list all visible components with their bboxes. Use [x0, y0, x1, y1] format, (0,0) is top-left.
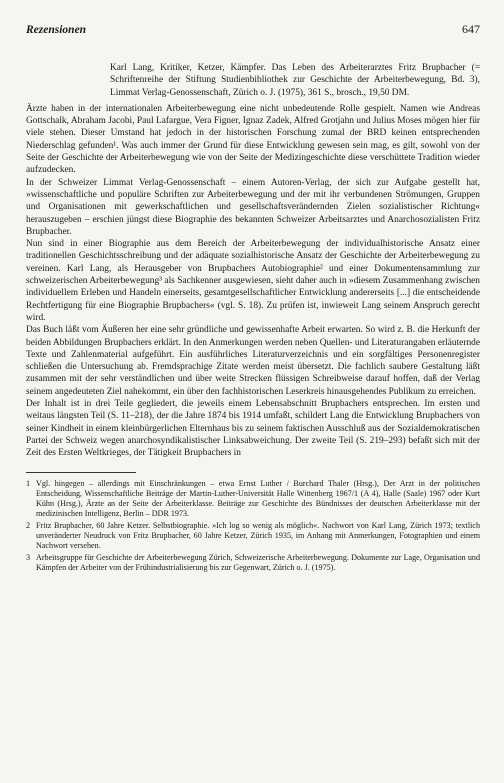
paragraph: Das Buch läßt vom Äußeren her eine sehr gründliche und gewissenhafte Arbeit erwarten. So wird z. B. die Herkunft der beiden Abbildungen Brupbachers erklärt. In den Anmerkungen werden neben Quellen- und Literaturangaben erläuternde Texte und Zahlenmaterial aufgeführt. Ein ausführliches Literaturverzeichnis und ein sorgfältiges Personenregister schließen die Untersuchung ab. Fremdsprachige Zitate werden meist übersetzt. Die fachlich saubere Gestaltung läßt zusammen mit der sehr verständlichen und über weite Strecken flüssigen Schreibweise darauf hoffen, daß der Verlag seinem angedeuteten Ziel nahekommt, ein über den fachhistorischen Leserkreis hinausgehendes Publikum zu erreichen. [26, 325, 480, 397]
footnotes [26, 479, 480, 574]
review-body [26, 103, 480, 460]
reviewed-book-reference: Karl Lang, Kritiker, Ketzer, Kämpfer. Das Leben des Arbeiterarztes Fritz Brupbacher (= Schriftenreihe der Stiftung Studienbibliothek zur Geschichte der Arbeiterbewegung, Bd. 3), Limmat Verlag-Genossenschaft, Zürich o. J. (1975), 361 S., brosch., 19,50 DM. [110, 63, 480, 98]
footnote-text: Arbeitsgruppe für Geschichte der Arbeiterbewegung Zürich, Schweizerische Arbeiterbewegung. Dokumente zur Lage, Organisation und Kämpfen der Arbeiter von der Frühindustrialisierung bis zur Gegenwart, Zürich o. J. (1975). [36, 552, 480, 572]
footnote-number: 1 [26, 478, 31, 488]
footnote [26, 479, 480, 520]
footnote [26, 521, 480, 552]
running-head: Rezensionen [26, 24, 87, 36]
paragraph: Nun sind in einer Biographie aus dem Bereich der Arbeiterbewegung der individualhistorische Ansatz einer traditionellen Geschichtsschreibung und der adäquate sozialhistorische Ansatz der Geschichte der Arbeiterbewegung zu vereinen. Karl Lang, als Herausgeber von Brupbachers Autobiographie² und einer Dokumentensammlung zur schweizerischen Arbeiterbewegung³ als Sachkenner ausgewiesen, sieht daher auch in »diesem Zusammenhang zwischen individuellem Erleben und Handeln einerseits, gesamtgesellschaftlicher Entwicklung andererseits [...] die entscheidende Rechtfertigung für eine Biographie Brupbachers« (vgl. S. 18). Zu prüfen ist, inwieweit Lang seinem Anspruch gerecht wird. [26, 239, 480, 323]
paragraph: Der Inhalt ist in drei Teile gegliedert, die jeweils einem Lebensabschnitt Brupbachers entsprechen. Im ersten und weitaus längsten Teil (S. 11–218), der die Jahre 1874 bis 1914 umfaßt, schildert Lang die Entwicklung Brupbachers von seiner Kindheit in einem kleinbürgerlichen Elternhaus bis zu seinem faktischen Ausschluß aus der Sozialdemokratischen Partei der Schweiz wegen anarchosyndikalistischer Linksabweichung. Der zweite Teil (S. 219–293) befaßt sich mit der Zeit des Ersten Weltkrieges, der Tätigkeit Brupbachers in [26, 399, 480, 459]
footnote [26, 553, 480, 574]
page-number: 647 [462, 22, 480, 36]
page-header [26, 22, 480, 42]
footnote-number: 2 [26, 520, 31, 530]
footnote-text: Vgl. hingegen – allerdings mit Einschränkungen – etwa Ernst Luther / Burchard Thaler (Hrsg.), Der Arzt in der politischen Entscheidung, Wissenschaftliche Beiträge der Martin-Luther-Universität Halle Wittenberg 1967/1 (A 4), Halle (Saale) 1967 oder Kurt Kühn (Hrsg.), Ärzte an der Seite der Arbeiterklasse. Beiträge zur Geschichte des Bündnisses der deutschen Arbeiterklasse mit der medizinischen Intelligenz, Berlin – DDR 1973. [36, 478, 480, 519]
paragraph: In der Schweizer Limmat Verlag-Genossenschaft – einem Autoren-Verlag, der sich zur Aufgabe gestellt hat, »wissenschaftliche und populäre Schriften zur Arbeiterbewegung und der mit ihr verbundenen Strömungen, Gruppen und Organisationen mit gewerkschaftlichen und gesellschaftsverändernden Zielen sozialistischer Richtung« herauszugeben – erschien jüngst diese Biographie des bekannten Schweizer Arbeitsarztes und Anarchosozialisten Fritz Brupbacher. [26, 177, 480, 237]
footnote-number: 3 [26, 552, 31, 562]
paragraph: Ärzte haben in der internationalen Arbeiterbewegung eine nicht unbedeutende Rolle gespielt. Namen wie Andreas Gottschalk, Abraham Jacobi, Paul Lafargue, Vera Figner, Ignaz Zadek, Alfred Grotjahn und Julius Moses mögen hier für viele stehen. Dieser Umstand hat jedoch in der historischen Forschung zumal der BRD keinen entsprechenden Niederschlag gefunden¹. Was auch immer der Grund für diese Entwicklung gewesen sein mag, es gilt, sowohl von der Seite der Geschichte der Arbeiterbewegung wie von der Seite der Medizingeschichte diese verschüttete Tradition wieder aufzudecken. [26, 103, 480, 176]
footnote-text: Fritz Brupbacher, 60 Jahre Ketzer. Selbstbiographie. »Ich log so wenig als möglich«. Nachwort von Karl Lang, Zürich 1973; textlich unveränderter Neudruck von Fritz Brupbacher, 60 Jahre Ketzer, Zürich 1935, im Anhang mit Anmerkungen, Fotographien und einem Nachwort versehen. [36, 520, 480, 551]
footnote-divider [26, 472, 136, 473]
